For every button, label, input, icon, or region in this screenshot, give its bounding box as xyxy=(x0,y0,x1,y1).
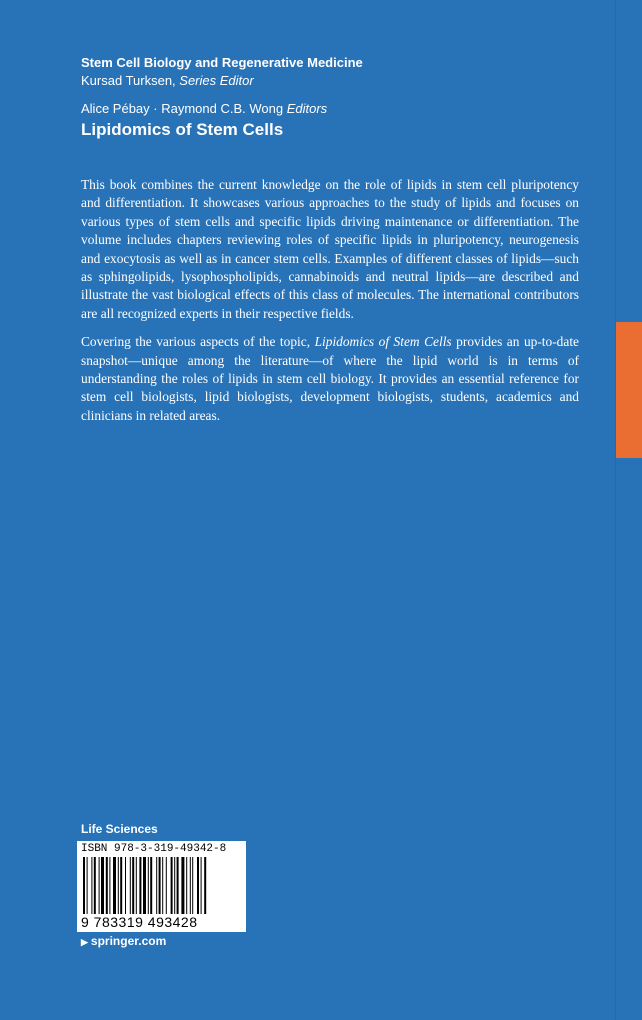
website-link[interactable] xyxy=(81,934,166,948)
blurb-paragraph-2 xyxy=(81,333,579,425)
spine-edge xyxy=(615,0,616,1020)
blurb-p2-title: Lipidomics of Stem Cells xyxy=(314,334,452,350)
blurb-p2-after: provides an up-to-date snapshot—unique among the literature—of where the lipid world is in terms of understanding the roles of lipids in stem cell biology. It provides an essential reference for stem cell biologists, lipid biologists, development biologists, students, academics and clinicians in related areas. xyxy=(81,334,579,423)
book-title: Lipidomics of Stem Cells xyxy=(81,120,284,139)
series-editor-name: Kursad Turksen, xyxy=(81,73,176,88)
blurb xyxy=(81,176,579,435)
blurb-paragraph-1: This book combines the current knowledge on the role of lipids in stem cell pluripotency and differentiation. It showcases various approaches to the study of lipids and focuses on various types of stem cells and specific lipids driving maintenance or differentiation. The volume includes chapters reviewing roles of specific lipids in pluripotency, neurogenesis and exocytosis as well as in cancer stem cells. Examples of different classes of lipids—such as sphingolipids, lysophospholipids, cannabinoids and neutral lipids—are described and illustrate the vast biological effects of this class of molecules. The international contributors are all recognized experts in their respective fields. xyxy=(81,177,579,321)
orange-spine-tab xyxy=(616,322,642,458)
arrow-right-icon: ▶ xyxy=(81,937,88,947)
blurb-p2-before: Covering the various aspects of the topic, xyxy=(81,334,315,350)
website-text: springer.com xyxy=(90,934,167,948)
barcode-box xyxy=(77,841,246,932)
barcode-number: 9 783319 493428 xyxy=(81,914,198,930)
series-name: Stem Cell Biology and Regenerative Medicine xyxy=(81,55,363,70)
book-editors-names: Alice Pébay · Raymond C.B. Wong xyxy=(81,101,284,116)
series-editor-role: Series Editor xyxy=(179,73,254,88)
series-editor xyxy=(81,72,254,90)
book-editors xyxy=(81,100,327,118)
barcode-bars xyxy=(83,857,240,914)
isbn-label: ISBN 978-3-319-49342-8 xyxy=(81,843,227,855)
subject-label: Life Sciences xyxy=(81,822,158,836)
book-editors-role: Editors xyxy=(286,101,328,116)
